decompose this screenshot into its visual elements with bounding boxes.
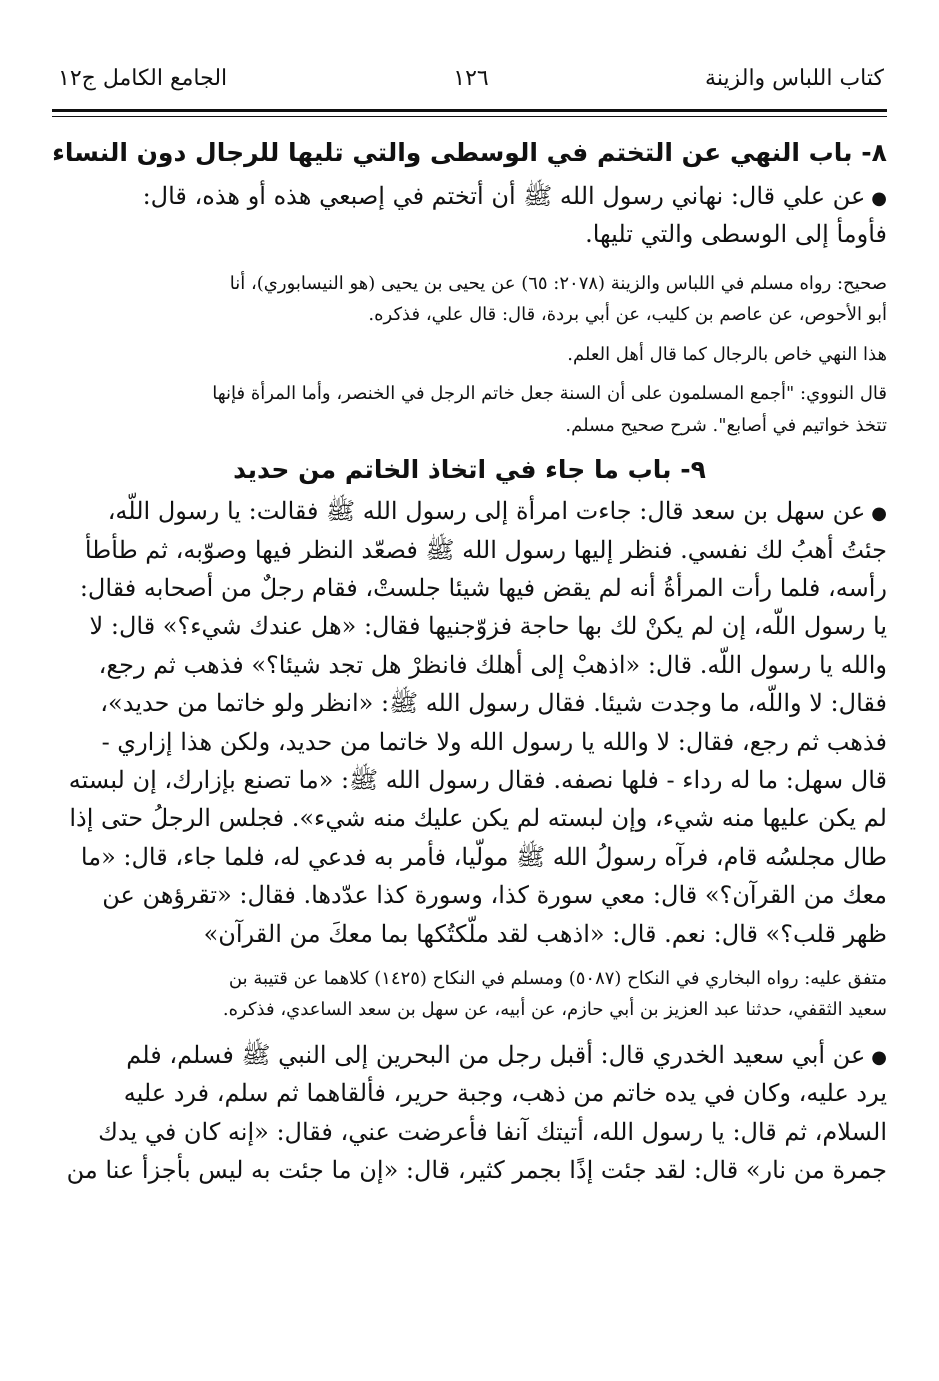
hadith-abu-said [52,1036,887,1190]
note-line: أبو الأحوص، عن عاصم بن كليب، عن أبي بردة، قال: قال علي، فذكره. [368,304,887,326]
hadith-line: لم يكن عليها منه شيء، وإن لبسته لم يكن عليك منه شيء». فجلس الرجلُ حتى إذا [69,804,887,833]
bullet-icon: ● [871,503,887,525]
hadith-line: جمرة من نار» قال: لقد جئت إذًا بجمر كثير، قال: «إن ما جئت به ليس بأجزأ عنا من [66,1156,887,1185]
hadith-line: معك من القرآن؟» قال: معي سورة كذا، وسورة كذا عدّدها. فقال: «تقرؤهن عن [102,881,887,910]
header-rule-thin [52,116,887,117]
hadith-line: يرد عليه، وكان في يده خاتم من ذهب، وجبة حرير، فألقاهما ثم سلم، فرد عليه [123,1079,887,1108]
bullet-icon: ● [871,188,887,209]
hadith-line: قال سهل: ما له رداء - فلها نصفه. فقال رسول الله ﷺ: «ما تصنع بإزارك، إن لبسته [68,766,887,795]
book-title: الجامع الكامل ج١٢ [58,66,228,91]
page-number: ١٢٦ [453,66,489,91]
nawawi-note [52,378,887,441]
hadith-line: السلام، ثم قال: يا رسول الله، أتيتك آنفا فأعرضت عني، فقال: «إنه كان في يدك [98,1117,887,1146]
takhrij-note-1 [52,268,887,331]
hadith-line: فذهب ثم رجع، فقال: لا والله يا رسول الله ولا خاتما من حديد، ولكن هذا إزاري - [101,727,887,756]
bullet-icon: ● [871,1046,887,1068]
note-line: هذا النهي خاص بالرجال كما قال أهل العلم. [567,343,887,365]
hadith-line: عن علي قال: نهاني رسول الله ﷺ أن أتختم في إصبعي هذه أو هذه، قال: [142,182,866,210]
hadith-line: ظهر قلب؟» قال: نعم. قال: «اذهب لقد ملّكتُكها بما معكَ من القرآن» [203,919,887,948]
page-content [52,138,887,1190]
hadith-line: طال مجلسُه قام، فرآه رسولُ الله ﷺ مولّيا، فأمر به فدعي له، فلما جاء، قال: «ما [80,842,887,871]
header-rule-thick [52,109,887,112]
chapter-title: كتاب اللباس والزينة [705,66,884,91]
commentary-note [52,339,887,371]
takhrij-note-2 [52,963,887,1026]
note-line: صحيح: رواه مسلم في اللباس والزينة (٢٠٧٨: ٦٥) عن يحيى بن يحيى (هو النيسابوري)، أنا [229,272,887,294]
note-line: تتخذ خواتيم في أصابع". شرح صحيح مسلم. [565,414,887,436]
note-line: سعيد الثقفي، حدثنا عبد العزيز بن أبي حازم، عن أبيه، عن سهل بن سعد الساعدي، فذكره. [222,999,887,1021]
note-line: متفق عليه: رواه البخاري في النكاح (٥٠٨٧) ومسلم في النكاح (١٤٢٥) كلاهما عن قتيبة بن [228,967,887,989]
section-9-heading: ٩- باب ما جاء في اتخاذ الخاتم من حديد [233,455,706,485]
hadith-line: فقال: لا واللّه، ما وجدت شيئا. فقال رسول الله ﷺ: «انظر ولو خاتما من حديد»، [100,689,887,718]
note-line: قال النووي: "أجمع المسلمون على أن السنة جعل خاتم الرجل في الخنصر، وأما المرأة فإنها [212,383,887,405]
hadith-ali [52,177,887,254]
section-8-heading: ٨- باب النهي عن التختم في الوسطى والتي تليها للرجال دون النساء [52,138,887,167]
page-header [58,66,884,106]
hadith-line: جئتُ أهبُ لك نفسي. فنظر إليها رسول الله ﷺ فصعّد النظر فيها وصوّبه، ثم طأطأ [84,535,887,564]
hadith-sahl [52,492,887,953]
hadith-line: عن سهل بن سعد قال: جاءت امرأة إلى رسول الله ﷺ فقالت: يا رسول اللّه، [107,497,866,526]
hadith-line: رأسه، فلما رأت المرأةُ أنه لم يقض فيها شيئا جلستْ، فقام رجلٌ من أصحابه فقال: [79,574,887,603]
hadith-line: عن أبي سعيد الخدري قال: أقبل رجل من البحرين إلى النبي ﷺ فسلم، فلم [126,1040,866,1069]
hadith-line: والله يا رسول اللّه. قال: «اذهبْ إلى أهلك فانظرْ هل تجد شيئا؟» فذهب ثم رجع، [98,650,887,679]
hadith-line: يا رسول اللّه، إن لم يكنْ لك بها حاجة فزوّجنيها فقال: «هل عندك شيء؟» قال: لا [89,612,887,641]
hadith-line: فأومأ إلى الوسطى والتي تليها. [585,220,887,249]
